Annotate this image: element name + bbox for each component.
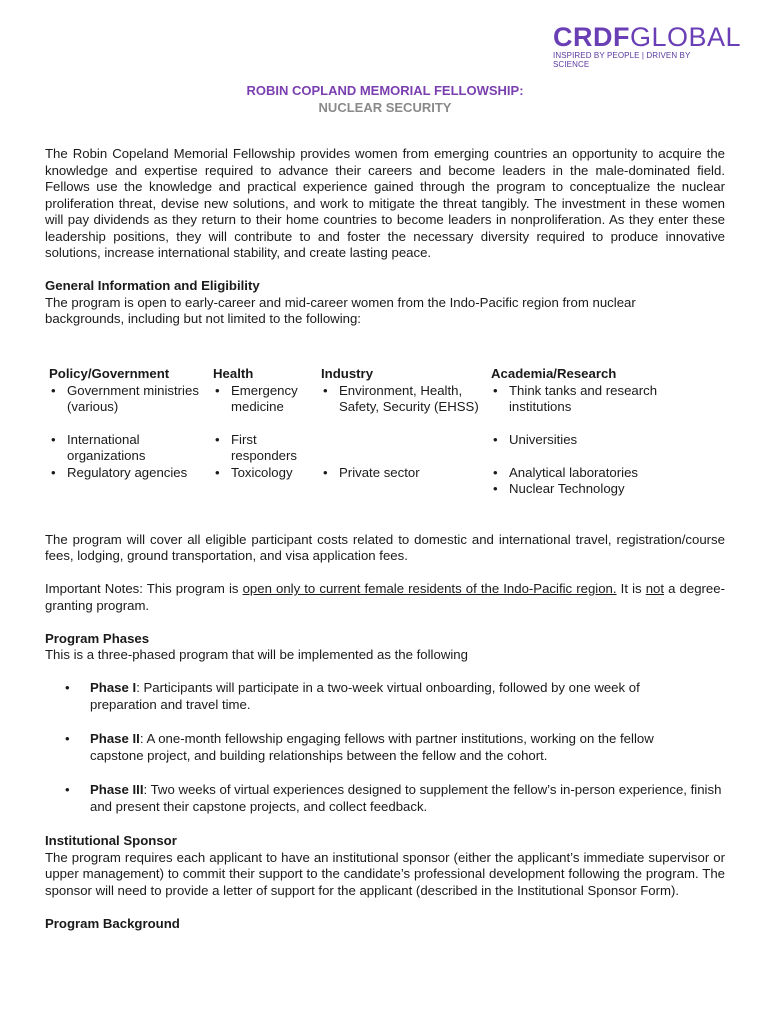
sponsor-heading: Institutional Sponsor (45, 833, 177, 848)
document-title (0, 82, 770, 116)
important-notes: Important Notes: This program is open only to current female residents of the Indo-Pacific region. It is not a degree-granting program. (45, 581, 725, 613)
table-row (49, 383, 691, 416)
residency-requirement: open only to current female residents of the Indo-Pacific region. (242, 581, 617, 596)
background-heading: Program Background (45, 915, 180, 931)
list-item: • Private sector (323, 464, 420, 480)
list-item: • Government ministries (various) (51, 382, 199, 414)
list-item: • Emergency medicine (215, 382, 298, 414)
phases-heading: Program Phases (45, 630, 150, 646)
crdf-global-logo (553, 22, 742, 69)
column-policy-government: Policy/Government (49, 366, 170, 381)
phase-item: • Phase I: Participants will participate in a two-week virtual onboarding, followed by one week of preparation and travel time. (65, 680, 640, 712)
logo-brand-light: GLOBAL (630, 22, 742, 52)
title-line-1: ROBIN COPLAND MEMORIAL FELLOWSHIP: (246, 83, 524, 98)
list-item: • Regulatory agencies (51, 464, 188, 480)
not-emphasis: not (645, 581, 665, 596)
phase-label: Phase I (90, 680, 137, 695)
logo-brand-bold: CRDF (553, 22, 630, 52)
list-item: • International organizations (51, 431, 146, 463)
logo-wordmark (553, 22, 742, 52)
eligibility-table (49, 366, 691, 498)
list-item: • Analytical laboratories (493, 464, 639, 480)
phase-label: Phase III (90, 782, 144, 797)
phase-item: • Phase III: Two weeks of virtual experiences designed to supplement the fellow’s in-person experience, finish and present their capstone projects, and collect feedback. (65, 782, 722, 814)
column-academia-research: Academia/Research (491, 366, 617, 381)
table-row (49, 481, 691, 498)
document-body (45, 146, 725, 932)
column-industry: Industry (321, 366, 374, 381)
list-item: • Think tanks and research institutions (493, 382, 658, 414)
title-line-2: NUCLEAR SECURITY (318, 100, 452, 115)
column-health: Health (213, 366, 254, 381)
phase-label: Phase II (90, 731, 140, 746)
sponsor-paragraph: The program requires each applicant to have an institutional sponsor (either the applicant’s immediate supervisor or upper management) to commit their support to the candidate’s professional development following the program. The sponsor will need to provide a letter of support for the applicant (described in the Institutional Sponsor Form). (45, 849, 725, 898)
list-item: • Nuclear Technology (493, 481, 625, 496)
list-item: • Universities (493, 431, 578, 447)
table-row (49, 432, 691, 465)
logo-tagline: INSPIRED BY PEOPLE | DRIVEN BY SCIENCE (553, 51, 691, 69)
list-item: • Toxicology (215, 464, 293, 480)
table-row (49, 465, 691, 482)
list-item: • Environment, Health, Safety, Security (EHSS) (323, 382, 479, 414)
costs-paragraph: The program will cover all eligible participant costs related to domestic and international travel, registration/course fees, lodging, ground transportation, and visa application fees. (45, 531, 725, 563)
intro-paragraph: The Robin Copeland Memorial Fellowship provides women from emerging countries an opportunity to acquire the knowledge and expertise required to advance their careers and become leaders in the male-dominated field. Fellows use the knowledge and practical experience gained through the program to conceptualize the nuclear proliferation threat, devise new solutions, and work to mitigate the threat tangibly. The investment in these women will pay dividends as they return to their home countries to become leaders in nonproliferation. As they enter these leadership positions, they will contribute to and foster the necessary diversity required to produce innovative solutions, increase international stability, and create lasting peace. (45, 146, 725, 260)
eligibility-heading: General Information and Eligibility (45, 278, 260, 293)
phase-item: • Phase II: A one-month fellowship engaging fellows with partner institutions, working on the fellow capstone project, and building relationships between the fellow and the cohort. (65, 731, 654, 763)
eligibility-text: The program is open to early-career and mid-career women from the Indo-Pacific region from nuclear backgrounds, including but not limited to the following: (45, 294, 636, 326)
list-item: • First responders (215, 431, 297, 463)
phases-intro: This is a three-phased program that will be implemented as the following (45, 647, 468, 662)
